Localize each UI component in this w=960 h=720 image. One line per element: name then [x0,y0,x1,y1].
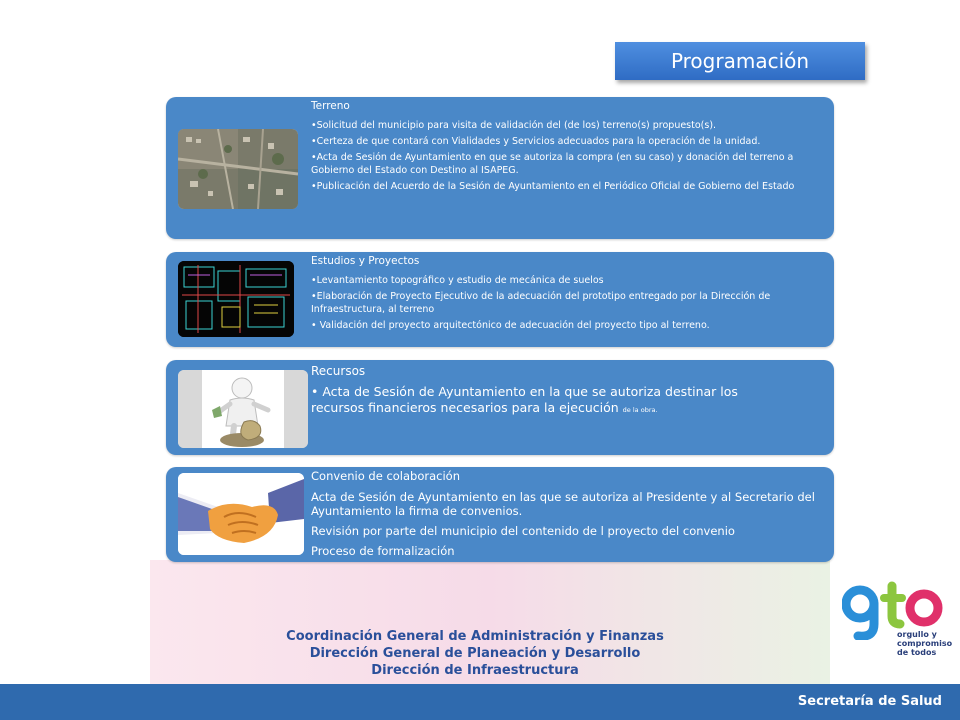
secretaria-label: Secretaría de Salud [797,694,942,709]
architectural-blueprint [178,261,294,337]
list-item: •Levantamiento topográfico y estudio de mecánica de suelos [311,275,604,286]
card-recursos-content [311,364,824,421]
card-heading: Estudios y Proyectos [311,255,420,267]
card-heading: Recursos [311,364,366,378]
footer-line: Dirección de Infraestructura [371,663,579,678]
aerial-terrain-photo [178,129,298,209]
bottom-bar [0,684,960,720]
card-convenio [166,467,834,562]
card-terreno [166,97,834,239]
person-with-money-bags [178,370,308,448]
list-item [311,384,824,418]
list-item: •Certeza de que contará con Vialidades y Servicios adecuados para la operación de la unidad. [311,136,761,147]
list-item: •Acta de Sesión de Ayuntamiento en que se autoriza la compra (en su caso) y donación del terreno a Gobierno del Estado con Destino al ISAPEG. [311,152,794,176]
list-item: Proceso de formalización [311,544,455,558]
footer-line: Dirección General de Planeación y Desarrollo [309,646,641,661]
card-heading: Terreno [311,100,350,112]
list-item: •Publicación del Acuerdo de la Sesión de Ayuntamiento en el Periódico Oficial de Gobierno del Estado [311,181,795,192]
list-item: •Solicitud del municipio para visita de validación del (de los) terreno(s) propuesto(s). [311,120,717,131]
gto-logo [842,580,953,670]
card-heading: Convenio de colaboración [311,469,460,483]
tagline-line: compromiso [897,639,953,648]
card-estudios [166,252,834,347]
handshake [178,473,304,555]
footer-line: Coordinación General de Administración y Finanzas [286,629,664,644]
gto-tagline [897,630,952,657]
card-convenio-content [311,469,824,564]
bullet-tail-text: de la obra. [622,406,658,414]
list-item: • Validación del proyecto arquitectónico de adecuación del proyecto tipo al terreno. [311,320,710,331]
page-title: Programación [615,42,865,80]
card-recursos [166,360,834,455]
card-estudios-content [311,255,824,335]
tagline-line: de todos [897,648,937,657]
list-item: •Elaboración de Proyecto Ejecutivo de la adecuación del prototipo entregado por la Dirección de Infraestructura, al terreno [311,291,771,315]
card-terreno-content [311,100,824,196]
list-item: Acta de Sesión de Ayuntamiento en las que se autoriza al Presidente y al Secretario del Ayuntamiento la firma de convenios. [311,490,815,518]
footer-institution-text [230,628,720,679]
bullet-main-text: • Acta de Sesión de Ayuntamiento en la que se autoriza destinar los recursos financieros necesarios para la ejecución [311,384,738,415]
tagline-line: orgullo y [897,630,937,639]
list-item: Revisión por parte del municipio del contenido de l proyecto del convenio [311,524,735,538]
